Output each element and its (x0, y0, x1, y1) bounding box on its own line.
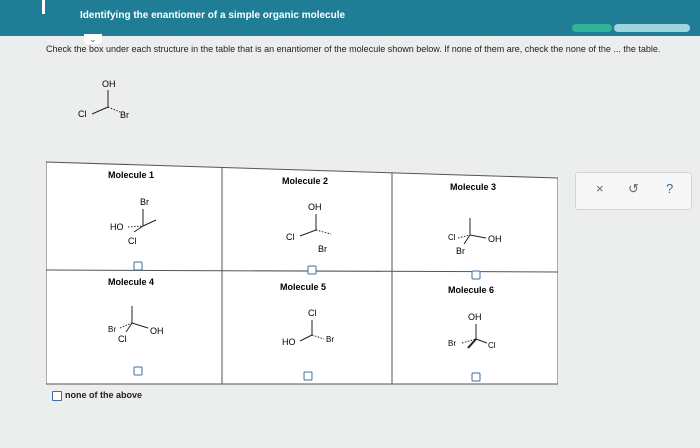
none-of-the-above-checkbox[interactable] (52, 391, 62, 401)
molecule-6-label: Molecule 6 (448, 285, 495, 295)
atom: Br (108, 325, 116, 334)
molecule-1-checkbox[interactable] (134, 262, 142, 270)
atom: Br (326, 335, 334, 344)
menu-handle[interactable] (42, 0, 45, 14)
atom: Cl (128, 236, 137, 246)
reference-molecule (70, 75, 140, 125)
molecule-3-checkbox[interactable] (472, 271, 480, 279)
ref-top-atom: OH (102, 79, 116, 89)
help-icon[interactable]: ? (666, 181, 674, 196)
atom: Cl (488, 341, 496, 350)
atom: OH (488, 234, 502, 244)
atom: OH (468, 312, 482, 322)
atom: Cl (118, 334, 127, 344)
none-of-the-above-label: none of the above (65, 390, 143, 400)
instructions: Check the box under each structure in the table that is an enantiomer of the molecule shown below. If none of them are, check the none of the ... the table. (46, 44, 661, 54)
atom: Br (140, 197, 149, 207)
ref-left-atom: Cl (78, 109, 87, 119)
atom: OH (150, 326, 164, 336)
atom: Br (456, 246, 465, 256)
undo-icon[interactable]: ↺ (628, 181, 639, 196)
atom: HO (282, 337, 296, 347)
molecule-2-checkbox[interactable] (308, 266, 316, 274)
progress-bar (572, 24, 692, 32)
ref-right-atom: Br (120, 110, 129, 120)
atom: OH (308, 202, 322, 212)
molecule-5-checkbox[interactable] (304, 372, 312, 380)
atom: Cl (448, 233, 456, 242)
molecule-2-label: Molecule 2 (282, 176, 329, 186)
header-bar (0, 0, 700, 36)
molecule-1-label: Molecule 1 (108, 170, 155, 180)
molecule-4-label: Molecule 4 (108, 277, 155, 287)
molecule-4-checkbox[interactable] (134, 367, 142, 375)
atom: Cl (308, 308, 317, 318)
molecule-6-checkbox[interactable] (472, 373, 480, 381)
atom: Br (318, 244, 327, 254)
progress-filled (572, 24, 612, 32)
molecule-5-label: Molecule 5 (280, 282, 327, 292)
atom: Cl (286, 232, 295, 242)
close-icon[interactable]: × (596, 181, 604, 196)
chevron-down-icon[interactable]: ⌄ (84, 34, 102, 44)
molecule-3-label: Molecule 3 (450, 182, 497, 192)
answer-tools (575, 172, 692, 210)
progress-empty (614, 24, 690, 32)
atom: HO (110, 222, 124, 232)
molecule-table (46, 160, 558, 385)
atom: Br (448, 339, 456, 348)
page-title: Identifying the enantiomer of a simple organic molecule (80, 10, 346, 21)
none-of-the-above-option[interactable] (52, 390, 142, 401)
